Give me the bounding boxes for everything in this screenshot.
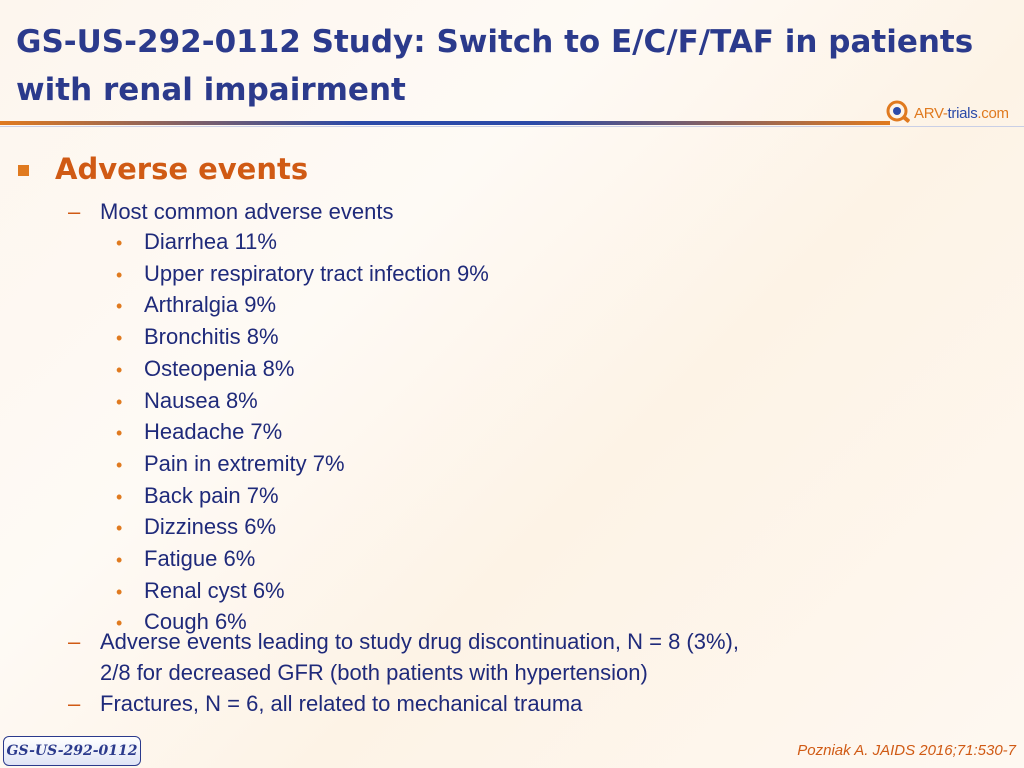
bullet-icon: • bbox=[116, 454, 123, 475]
bullet-icon: • bbox=[116, 296, 123, 317]
bullet-icon: • bbox=[116, 423, 123, 444]
dash-icon: – bbox=[68, 629, 81, 654]
list-item: • Upper respiratory tract infection 9% bbox=[116, 259, 489, 291]
citation: Pozniak A. JAIDS 2016;71:530-7 bbox=[797, 742, 1016, 759]
slide-title: GS-US-292-0112 Study: Switch to E/C/F/TAF in patients with renal impairment bbox=[16, 24, 974, 108]
list-item: • Nausea 8% bbox=[116, 386, 489, 418]
list-item: – Fractures, N = 6, all related to mechanical trauma bbox=[68, 688, 582, 719]
study-badge: GS-US-292-0112 bbox=[3, 736, 141, 766]
list-item: • Arthralgia 9% bbox=[116, 290, 489, 322]
list-item: • Diarrhea 11% bbox=[116, 227, 489, 259]
dash-icon: – bbox=[68, 199, 81, 224]
bullet-icon: • bbox=[116, 581, 123, 602]
list-item: • Osteopenia 8% bbox=[116, 354, 489, 386]
bullet-icon: • bbox=[116, 550, 123, 571]
section-heading bbox=[18, 152, 308, 186]
dash-icon: – bbox=[68, 691, 81, 716]
list-item: – Adverse events leading to study drug discontinuation, N = 8 (3%), 2/8 for decreased GFR (both patients with hypertension) bbox=[68, 626, 739, 688]
bullet-icon: • bbox=[116, 264, 123, 285]
arv-trials-logo bbox=[886, 98, 1009, 128]
square-bullet-icon bbox=[18, 165, 29, 176]
header-divider bbox=[0, 121, 890, 125]
list-item: • Headache 7% bbox=[116, 417, 489, 449]
list-item: – Most common adverse events bbox=[68, 196, 393, 227]
list-item: • Fatigue 6% bbox=[116, 544, 489, 576]
bullet-icon: • bbox=[116, 233, 123, 253]
bullet-icon: • bbox=[116, 328, 123, 349]
bullet-icon: • bbox=[116, 391, 123, 412]
bullet-icon: • bbox=[116, 486, 123, 507]
list-item: • Bronchitis 8% bbox=[116, 322, 489, 354]
bullet-icon: • bbox=[116, 518, 123, 539]
logo-text: ARV-trials.com bbox=[914, 104, 1009, 122]
list-item: • Pain in extremity 7% bbox=[116, 449, 489, 481]
list-item: • Cough 6% bbox=[116, 607, 489, 639]
bullet-icon: • bbox=[116, 359, 123, 380]
header-divider-thin bbox=[0, 126, 1024, 127]
list-item: • Back pain 7% bbox=[116, 481, 489, 513]
list-item: • Dizziness 6% bbox=[116, 512, 489, 544]
bullet-icon: • bbox=[116, 613, 123, 634]
section-title: Adverse events bbox=[55, 152, 309, 186]
list-item: • Renal cyst 6% bbox=[116, 576, 489, 608]
adverse-events-list bbox=[116, 227, 489, 639]
